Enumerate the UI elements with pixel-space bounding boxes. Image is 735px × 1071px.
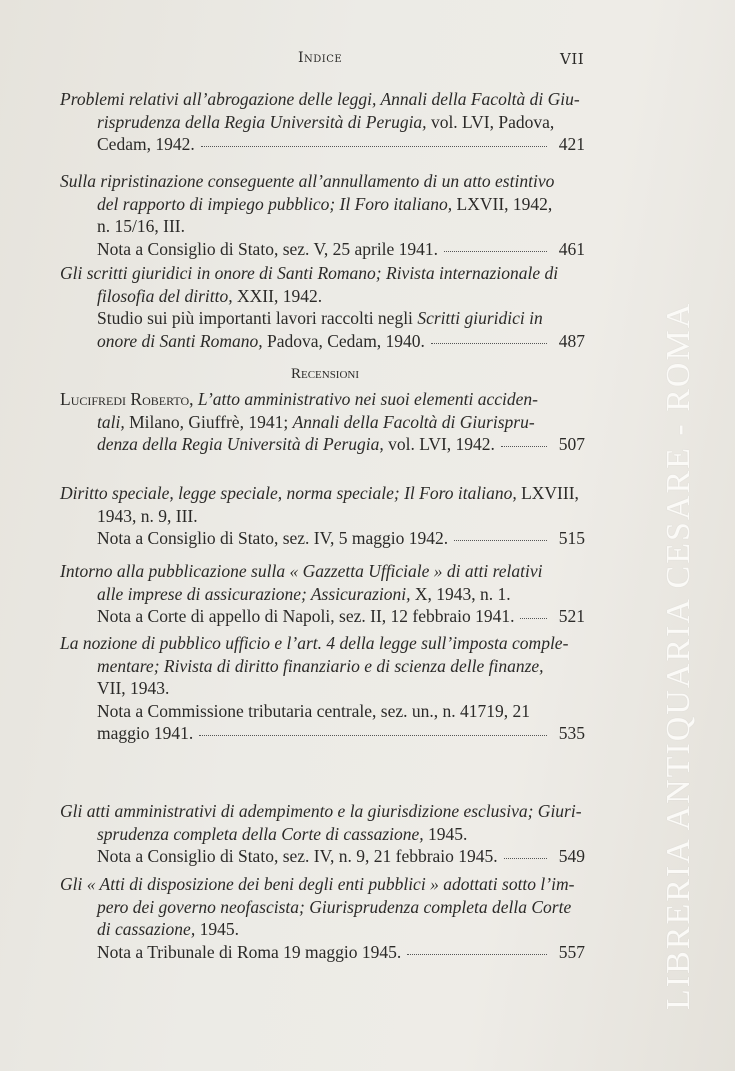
entry-line xyxy=(60,845,585,868)
entry-line xyxy=(60,722,585,745)
entry-text xyxy=(97,722,193,745)
dot-leader xyxy=(431,343,547,344)
dot-leader xyxy=(454,540,547,541)
index-entry xyxy=(60,262,585,352)
italic-title-text: Intorno alla pubblicazione sulla « Gazzetta Ufficiale » di atti relativi xyxy=(60,561,543,581)
italic-title-text: del rapporto di impiego pubblico; Il Foro italiano, xyxy=(97,193,453,214)
entry-line xyxy=(60,605,585,628)
entry-line xyxy=(60,133,585,156)
roman-text: X, 1943, n. 1. xyxy=(410,583,511,604)
entry-line xyxy=(60,170,585,193)
italic-title-text: Sulla ripristinazione conseguente all’annullamento di un atto estintivo xyxy=(60,171,555,191)
entry-text xyxy=(97,655,544,678)
entry-line xyxy=(60,411,585,434)
entry-line xyxy=(60,238,585,261)
dot-leader xyxy=(520,618,547,619)
entry-text xyxy=(97,330,425,353)
entry-text xyxy=(60,88,580,111)
entry-page-number: 521 xyxy=(558,606,585,626)
entry-text xyxy=(97,307,543,330)
roman-text: vol. LVI, Padova, xyxy=(426,111,555,132)
entry-page-number: 461 xyxy=(558,238,585,259)
roman-text: Nota a Consiglio di Stato, sez. IV, 5 maggio 1942. xyxy=(97,528,449,548)
entry-page-number: 487 xyxy=(558,330,585,351)
entry-line xyxy=(60,873,585,896)
italic-title-text: Scritti giuridici in xyxy=(417,308,543,328)
entry-text xyxy=(97,238,438,261)
entry-text xyxy=(97,700,530,723)
entry-page-number: 557 xyxy=(558,941,585,962)
entry-line xyxy=(60,700,585,723)
index-entry xyxy=(60,873,585,963)
entry-line xyxy=(60,941,585,964)
roman-text: Studio sui più importanti lavori raccolti negli xyxy=(97,308,418,328)
entry-text xyxy=(60,262,558,285)
roman-text: Milano, Giuffrè, 1941; xyxy=(124,411,293,432)
italic-title-text: L’atto amministrativo nei suoi elementi acciden- xyxy=(193,389,538,409)
entry-text xyxy=(60,170,554,193)
roman-text: LXVII, 1942, xyxy=(452,193,553,214)
entry-line xyxy=(60,583,585,606)
italic-title-text: alle imprese di assicurazione; Assicurazioni, xyxy=(97,583,411,604)
italic-title-text: di cassazione, xyxy=(97,919,196,939)
entry-line xyxy=(60,262,585,285)
roman-text: Cedam, 1942. xyxy=(97,134,195,154)
entry-line xyxy=(60,307,585,330)
italic-title-text: La nozione di pubblico ufficio e l’art. 4 della legge sull’imposta comple- xyxy=(60,633,569,653)
entry-line xyxy=(60,285,585,308)
entry-line xyxy=(60,111,585,134)
roman-text: XXII, 1942. xyxy=(232,285,323,306)
entry-line xyxy=(60,655,585,678)
entry-text xyxy=(97,433,495,456)
section-title-recensioni: Recensioni xyxy=(290,366,360,382)
entry-line xyxy=(60,505,585,528)
roman-text: VII, 1943. xyxy=(97,678,170,698)
italic-title-text: Problemi relativi all’abrogazione delle leggi, Annali della Facoltà di Giu- xyxy=(60,89,580,109)
entry-line xyxy=(60,800,585,823)
entry-line xyxy=(60,918,585,941)
entry-text xyxy=(60,632,568,655)
index-entry xyxy=(60,560,585,628)
entry-text xyxy=(97,941,401,964)
dot-leader xyxy=(504,858,547,859)
italic-title-text: Annali della Facoltà di Giurispru- xyxy=(292,411,535,432)
italic-title-text: Gli scritti giuridici in onore di Santi Romano; Rivista internazionale di xyxy=(60,263,559,283)
italic-title-text: denza della Regia Università di Perugia, xyxy=(97,434,384,454)
entry-text xyxy=(97,193,552,216)
entry-line xyxy=(60,560,585,583)
dot-leader xyxy=(199,735,547,736)
index-entry xyxy=(60,170,585,260)
index-entry xyxy=(60,88,585,156)
italic-title-text: pero dei governo neofascista; Giurisprudenza completa della Corte xyxy=(97,896,572,917)
entry-page-number: 535 xyxy=(558,723,585,743)
entry-line xyxy=(60,433,585,456)
dot-leader xyxy=(407,954,547,955)
italic-title-text: Gli atti amministrativi di adempimento e la giurisdizione esclusiva; Giuri- xyxy=(60,801,582,821)
roman-text: Nota a Consiglio di Stato, sez. IV, n. 9, 21 febbraio 1945. xyxy=(97,846,498,866)
roman-text: maggio 1941. xyxy=(97,723,194,743)
entry-line xyxy=(60,896,585,919)
entry-line xyxy=(60,482,585,505)
index-entry xyxy=(60,482,585,550)
entry-text xyxy=(97,677,169,700)
index-entry xyxy=(60,800,585,868)
italic-title-text: risprudenza della Regia Università di Perugia, xyxy=(97,111,427,132)
roman-text: vol. LVI, 1942. xyxy=(383,434,495,454)
entry-text xyxy=(97,845,498,868)
entry-text xyxy=(60,482,579,505)
watermark: LIBRERIA ANTIQUARIA CESARE - ROMA xyxy=(660,301,697,1010)
roman-text: Nota a Consiglio di Stato, sez. V, 25 aprile 1941. xyxy=(97,238,439,259)
roman-text: Lucifredi Roberto, xyxy=(60,389,194,409)
roman-text: Nota a Corte di appello di Napoli, sez. II, 12 febbraio 1941. xyxy=(97,606,515,626)
entry-text xyxy=(60,800,582,823)
entry-line xyxy=(60,330,585,353)
entry-text xyxy=(97,527,448,550)
dot-leader xyxy=(201,146,547,147)
entry-text xyxy=(60,388,538,411)
entry-line xyxy=(60,388,585,411)
roman-text: Nota a Tribunale di Roma 19 maggio 1945. xyxy=(97,941,402,962)
italic-title-text: filosofia del diritto, xyxy=(97,285,233,306)
entry-text xyxy=(97,133,195,156)
italic-title-text: sprudenza completa della Corte di cassazione, xyxy=(97,823,424,844)
roman-text: 1945. xyxy=(423,823,468,844)
italic-title-text: mentare; Rivista di diritto finanziario e di scienza delle finanze, xyxy=(97,655,544,676)
entry-text xyxy=(97,896,571,919)
dot-leader xyxy=(501,446,547,447)
entry-line xyxy=(60,677,585,700)
dot-leader xyxy=(444,251,547,252)
entry-line xyxy=(60,215,585,238)
page-number: VII xyxy=(560,50,585,68)
index-entry xyxy=(60,388,585,456)
entry-page-number: 421 xyxy=(558,134,585,154)
entry-text xyxy=(97,605,514,628)
italic-title-text: onore di Santi Romano, xyxy=(97,330,263,351)
roman-text: 1943, n. 9, III. xyxy=(97,505,198,526)
roman-text: n. 15/16, III. xyxy=(97,216,185,236)
entry-text xyxy=(97,215,185,238)
roman-text: Padova, Cedam, 1940. xyxy=(262,330,425,351)
entry-line xyxy=(60,823,585,846)
entry-line xyxy=(60,193,585,216)
entry-text xyxy=(97,111,554,134)
roman-text: 1945. xyxy=(195,919,239,939)
roman-text: Nota a Commissione tributaria centrale, sez. un., n. 41719, 21 xyxy=(97,700,531,721)
entry-text xyxy=(97,505,198,528)
entry-text xyxy=(97,918,239,941)
entry-page-number: 549 xyxy=(558,846,585,866)
index-entry xyxy=(60,632,585,745)
entry-text xyxy=(97,411,535,434)
entry-line xyxy=(60,527,585,550)
entry-text xyxy=(60,560,543,583)
entry-text xyxy=(97,583,511,606)
roman-text: LXVIII, xyxy=(516,483,579,503)
entry-text xyxy=(97,823,467,846)
entry-text xyxy=(97,285,322,308)
italic-title-text: tali, xyxy=(97,411,125,432)
italic-title-text: Diritto speciale, legge speciale, norma speciale; Il Foro italiano, xyxy=(60,483,517,503)
entry-text xyxy=(60,873,574,896)
entry-line xyxy=(60,632,585,655)
running-header-title: Indice xyxy=(298,50,343,66)
entry-page-number: 515 xyxy=(558,528,585,548)
italic-title-text: Gli « Atti di disposizione dei beni degli enti pubblici » adottati sotto l’im- xyxy=(60,874,575,894)
entry-page-number: 507 xyxy=(558,434,585,454)
entry-line xyxy=(60,88,585,111)
